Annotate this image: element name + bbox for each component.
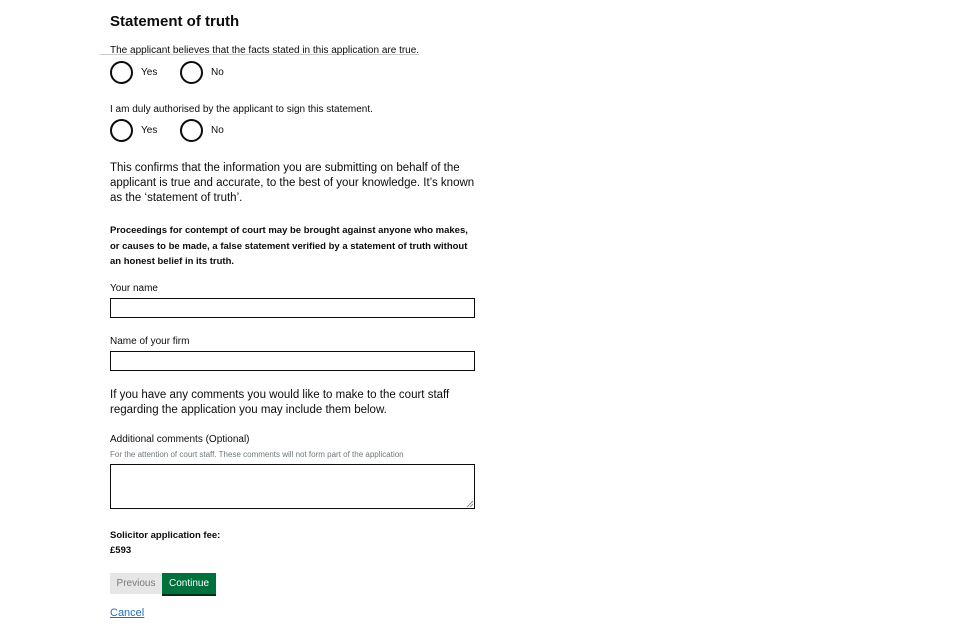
comments-label: Additional comments (Optional): [110, 434, 250, 445]
comments-hint: For the attention of court staff. These comments will not form part of the application: [110, 450, 404, 459]
continue-button[interactable]: Continue: [162, 573, 216, 594]
radio-circle-icon[interactable]: [110, 119, 133, 142]
previous-button[interactable]: Previous: [110, 573, 162, 594]
question-facts-true-label: [110, 45, 419, 56]
confirmation-text: This confirms that the information you are submitting on behalf of the applicant is true and accurate, to the best of your knowledge. It’s known as the ‘statement of truth’.: [110, 162, 475, 204]
radio-circle-icon[interactable]: [110, 61, 133, 84]
radio-circle-icon[interactable]: [180, 61, 203, 84]
authorised-no-radio[interactable]: [180, 119, 224, 142]
radio-circle-icon[interactable]: [180, 119, 203, 142]
comments-textarea[interactable]: [110, 464, 475, 509]
contempt-warning-text: Proceedings for contempt of court may be brought against anyone who makes, or causes to be made, a false statement verified by a statement of truth without an honest belief in its truth.: [110, 225, 468, 267]
page-title: Statement of truth: [110, 13, 240, 30]
resize-handle-icon[interactable]: [466, 500, 473, 507]
radio-label[interactable]: No: [211, 67, 224, 78]
firm-name-input[interactable]: [110, 351, 475, 371]
radio-label[interactable]: Yes: [141, 67, 158, 78]
question-authorised-label: I am duly authorised by the applicant to sign this statement.: [110, 104, 373, 115]
fee-label: Solicitor application fee:: [110, 530, 221, 541]
firm-name-label: Name of your firm: [110, 336, 190, 347]
facts-true-yes-radio[interactable]: [110, 61, 157, 84]
your-name-label: Your name: [110, 283, 158, 294]
comments-intro-text: If you have any comments you would like to make to the court staff regarding the application you may include them below.: [110, 389, 450, 416]
radio-label[interactable]: No: [211, 125, 224, 136]
fee-amount: £593: [110, 545, 132, 556]
question-facts-true-text: The applicant believes that the facts stated in this application are true.: [110, 45, 420, 56]
authorised-yes-radio[interactable]: [110, 119, 157, 142]
facts-true-no-radio[interactable]: [180, 61, 224, 84]
your-name-input[interactable]: [110, 298, 475, 318]
radio-label[interactable]: Yes: [141, 125, 158, 136]
cancel-link[interactable]: Cancel: [110, 607, 145, 619]
